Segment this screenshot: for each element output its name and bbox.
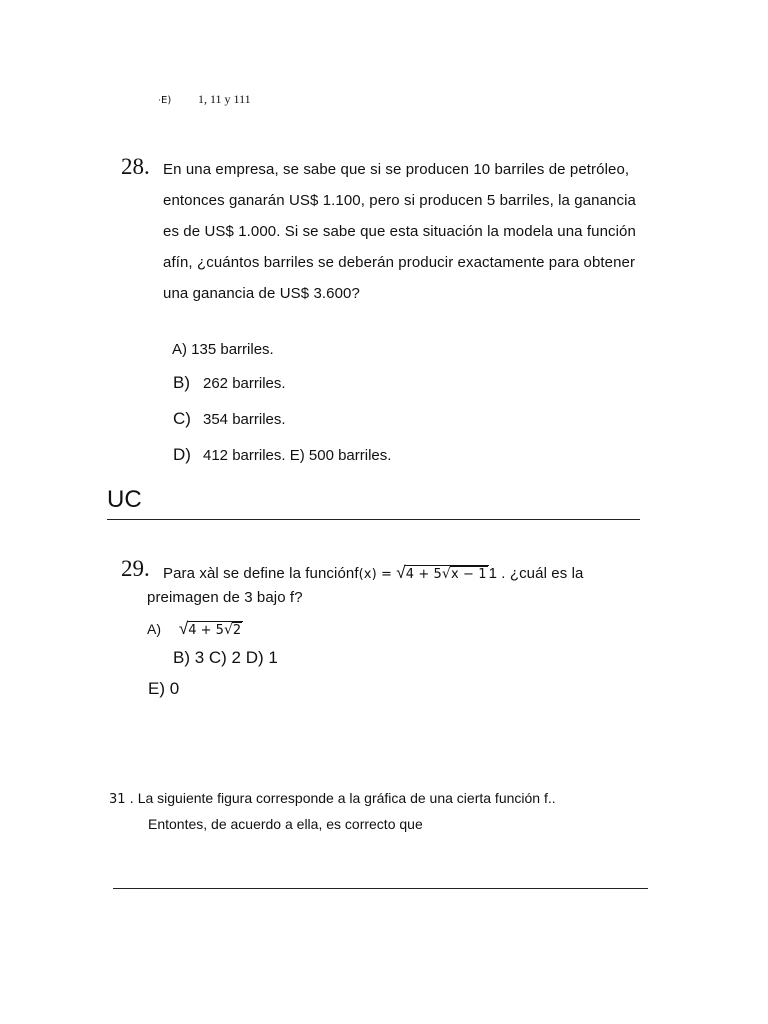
prev-option-mark: · xyxy=(158,95,161,105)
q29-line-2: preimagen de 3 bajo f? xyxy=(147,589,303,606)
q31-line-1 xyxy=(109,790,556,807)
q28-line-3: es de US$ 1.000. Si se sabe que esta situación la modela una función xyxy=(163,223,636,240)
q28-line-4: afín, ¿cuántos barriles se deberán producir exactamente para obtener xyxy=(163,254,636,271)
prev-option-text: 1, 11 y 111 xyxy=(198,92,251,106)
prev-option-e xyxy=(158,92,251,107)
q28-option-d-text: 412 barriles. E) 500 barriles. xyxy=(203,447,392,464)
q31-text-1: La siguiente figura corresponde a la gráfica de una cierta función f.. xyxy=(137,790,556,806)
section-heading: UC xyxy=(107,486,142,513)
q28-option-b-label: B) xyxy=(173,373,190,392)
sqrt-icon: √ xyxy=(178,619,189,638)
q29-option-a-inner: 2 xyxy=(232,623,242,638)
q29-rad-outer-text: 4 + 5 xyxy=(405,567,442,582)
sqrt-icon: √ xyxy=(223,622,233,638)
q29-line-1 xyxy=(163,563,583,583)
q28-option-c-label: C) xyxy=(173,409,191,428)
bottom-divider xyxy=(113,888,648,889)
q29-radical-inner: x − 1 xyxy=(450,567,487,582)
q28-option-b-text: 262 barriles. xyxy=(203,375,286,392)
sqrt-icon: √ xyxy=(441,566,451,582)
q29-func-x: (x) = xyxy=(358,567,392,582)
q29-radical-outer xyxy=(405,565,489,582)
q28-number: 28. xyxy=(121,154,150,179)
q28-line-1: En una empresa, se sabe que si se producen 10 barriles de petróleo, xyxy=(163,161,630,178)
q28-option-b xyxy=(173,373,286,393)
q29-option-a xyxy=(147,619,243,639)
q28-option-c-text: 354 barriles. xyxy=(203,411,286,428)
q28-line-2: entonces ganarán US$ 1.100, pero si producen 5 barriles, la ganancia xyxy=(163,192,636,209)
q29-option-e: E) 0 xyxy=(148,679,180,698)
q28-option-d-label: D) xyxy=(173,445,191,464)
q31-number: 31 . xyxy=(109,792,134,807)
q31-line-2: Entontes, de acuerdo a ella, es correcto que xyxy=(148,816,423,832)
section-divider xyxy=(107,519,640,520)
q29-option-a-label: A) xyxy=(147,621,161,637)
q29-option-a-outer: 4 + 5 xyxy=(188,623,224,638)
q28-line-5: una ganancia de US$ 3.600? xyxy=(163,285,360,302)
q29-text-after: 1 . ¿cuál es la xyxy=(488,565,584,582)
prev-option-label: E) xyxy=(161,95,172,106)
q29-number: 29. xyxy=(121,556,150,581)
q28-option-c xyxy=(173,409,286,429)
sqrt-icon: √ xyxy=(396,563,406,582)
q28-option-a: A) 135 barriles. xyxy=(172,341,274,358)
q28-option-d xyxy=(173,445,391,465)
q29-text-before: Para xàl se define la funciónf xyxy=(163,565,359,582)
q29-option-a-radical xyxy=(187,621,243,638)
q29-options-bcd: B) 3 C) 2 D) 1 xyxy=(173,648,278,667)
